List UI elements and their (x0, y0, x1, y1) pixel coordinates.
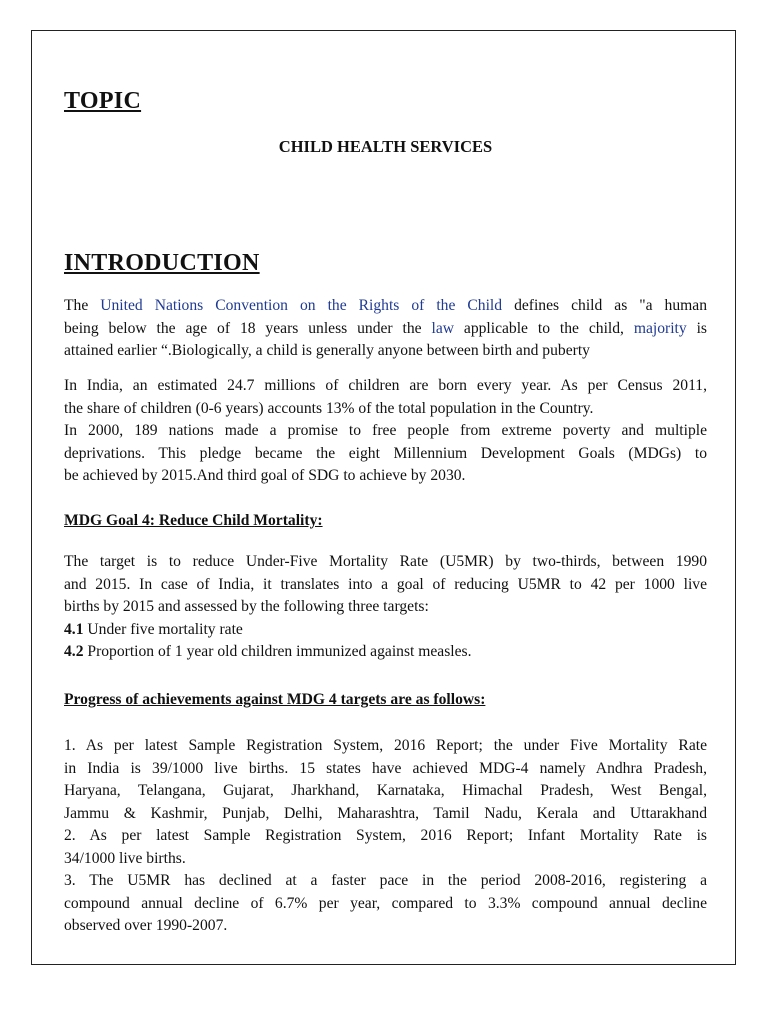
mdg-goal-heading: MDG Goal 4: Reduce Child Mortality: (64, 512, 323, 529)
text-line: compound annual decline of 6.7% per year, compared to 3.3% compound annual decline (64, 894, 707, 912)
text-line: the share of children (0-6 years) accounts 13% of the total population in the Country. (64, 399, 594, 417)
text-line: in India is 39/1000 live births. 15 states have achieved MDG-4 namely Andhra Pradesh, (64, 759, 707, 777)
introduction-heading: INTRODUCTION (64, 250, 260, 276)
text-line (64, 295, 707, 318)
text-line (64, 318, 707, 341)
text-line: deprivations. This pledge became the eight Millennium Development Goals (MDGs) to (64, 444, 707, 462)
law-link[interactable]: law (431, 319, 454, 337)
text-line: births by 2015 and assessed by the following three targets: (64, 598, 429, 615)
text-line: Jammu & Kashmir, Punjab, Delhi, Maharashtra, Tamil Nadu, Kerala and Uttarakhand (64, 804, 707, 822)
text-line: 34/1000 live births. (64, 849, 186, 867)
target-number: 4.1 (64, 620, 84, 638)
uncrc-link[interactable]: United Nations Convention on the Rights of the Child (100, 297, 503, 314)
text-line: 3. The U5MR has declined at a faster pace in the period 2008-2016, registering a (64, 872, 707, 889)
progress-list (64, 735, 707, 938)
text-fragment: is (686, 319, 707, 337)
text-line: In 2000, 189 nations made a promise to free people from extreme poverty and multiple (64, 422, 707, 439)
text-line: observed over 1990-2007. (64, 917, 228, 934)
text-fragment: applicable to the child, (454, 319, 634, 337)
target-item (64, 641, 707, 664)
target-text: Proportion of 1 year old children immunized against measles. (83, 643, 472, 660)
text-fragment: The (64, 297, 101, 314)
progress-heading: Progress of achievements against MDG 4 targets are as follows: (64, 691, 486, 708)
introduction-paragraph-1 (64, 295, 707, 363)
text-line: and 2015. In case of India, it translates into a goal of reducing U5MR to 42 per 1000 live (64, 575, 707, 593)
target-item (64, 619, 707, 642)
target-text: Under five mortality rate (83, 620, 243, 638)
text-line: In India, an estimated 24.7 millions of children are born every year. As per Census 2011, (64, 377, 707, 394)
text-line: be achieved by 2015.And third goal of SDG to achieve by 2030. (64, 467, 466, 484)
text-line: attained earlier “.Biologically, a child is generally anyone between birth and puberty (64, 342, 590, 359)
mdg-paragraph (64, 551, 707, 664)
text-line: 2. As per latest Sample Registration System, 2016 Report; Infant Mortality Rate is (64, 827, 707, 844)
text-line: 1. As per latest Sample Registration System, 2016 Report; the under Five Mortality Rate (64, 737, 707, 754)
majority-link[interactable]: majority (633, 319, 687, 337)
text-fragment: defines child as "a human (502, 297, 707, 314)
topic-heading: TOPIC (64, 88, 142, 114)
introduction-paragraph-2 (64, 375, 707, 488)
text-fragment: being below the age of 18 years unless under the (64, 319, 432, 337)
document-title: CHILD HEALTH SERVICES (278, 137, 493, 156)
text-line: The target is to reduce Under-Five Mortality Rate (U5MR) by two-thirds, between 1990 (64, 553, 707, 570)
text-line: Haryana, Telangana, Gujarat, Jharkhand, Karnataka, Himachal Pradesh, West Bengal, (64, 782, 707, 799)
target-number: 4.2 (64, 643, 84, 660)
